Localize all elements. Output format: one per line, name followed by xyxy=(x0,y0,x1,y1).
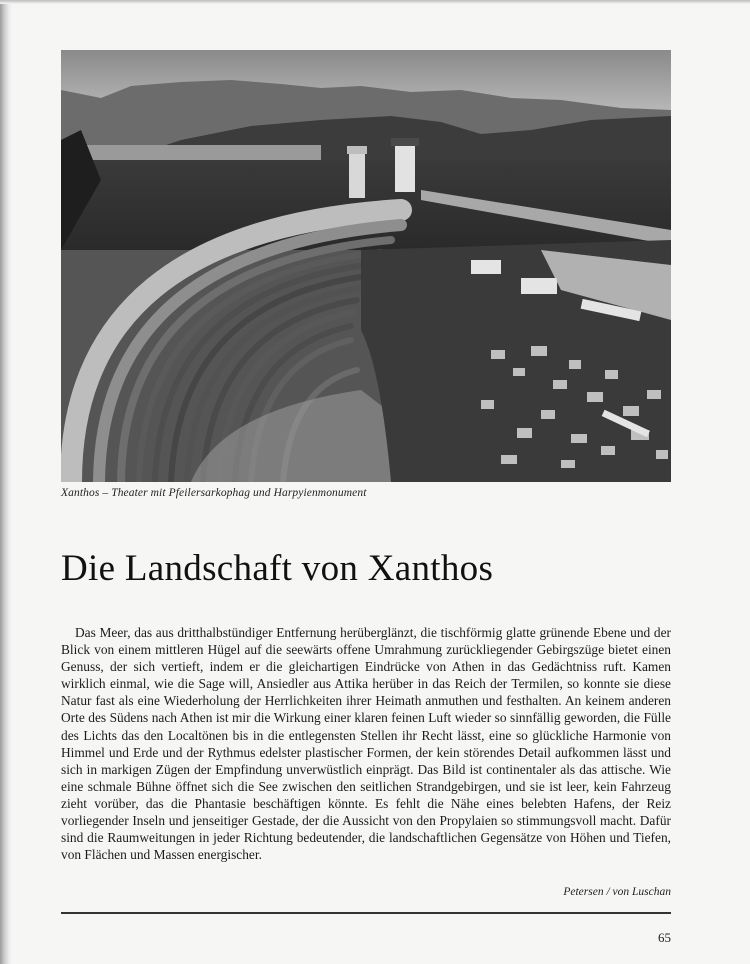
author-attribution: Petersen / von Luschan xyxy=(563,886,671,898)
photo-caption: Xanthos – Theater mit Pfeilersarkophag und Harpyienmonument xyxy=(61,487,367,499)
page-gutter-shadow xyxy=(0,0,12,964)
page-top-edge xyxy=(0,0,750,4)
page-number: 65 xyxy=(658,930,671,945)
article-title: Die Landschaft von Xanthos xyxy=(61,548,494,589)
theater-photo-illustration xyxy=(61,50,671,482)
article-body: Das Meer, das aus dritthalbstündiger Entfernung herüberglänzt, die tischförmig glatte grünende Ebene und der Blick von einem mittleren Hügel auf die seewärts offene Umrahmung zurückliegender Gebirgszüge bietet einen Genuss, der sich vertieft, indem er die gleichartigen Eindrücke von Athen in das Gedächtniss ruft. Kamen wirklich einmal, wie die Sage will, Ansiedler aus Attika herüber in das Reich der Termilen, so konnte sie diese Natur fast als eine Wiederholung der Herrlichkeiten ihrer Heimath anmuthen und festhalten. An keinem anderen Orte des Südens nach Athen ist mir die Wirkung einer klaren feinen Luft wieder so sinnfällig geworden, die Fülle des Lichts das den Localtönen bis in die entlegensten Stellen ihr Recht lässt, eine so glückliche Harmonie von Himmel und Erde und der Rythmus edelster plastischer Formen, der kein störendes Detail aufkommen lässt und sich in markigen Zügen der Empfindung unverwüstlich einprägt. Das Bild ist continentaler als das attische. Wie eine schmale Bühne öffnet sich die See zwischen den seitlichen Strandgebirgen, und sie ist leer, kein Fahrzeug zieht vorüber, das die Phantasie beschäftigen könnte. Es fehlt die Nähe eines belebten Hafens, der Reiz vorliegender Inseln und jenseitiger Gestade, der die Aussicht von den Propylaien so stimmungsvoll macht. Dafür sind die Raumweitungen in jeder Richtung bedeutender, die landschaftlichen Gegensätze von Höhen und Tiefen, von Flächen und Massen energischer. xyxy=(61,625,671,863)
theater-photo xyxy=(61,50,671,482)
footer-divider xyxy=(61,912,671,914)
